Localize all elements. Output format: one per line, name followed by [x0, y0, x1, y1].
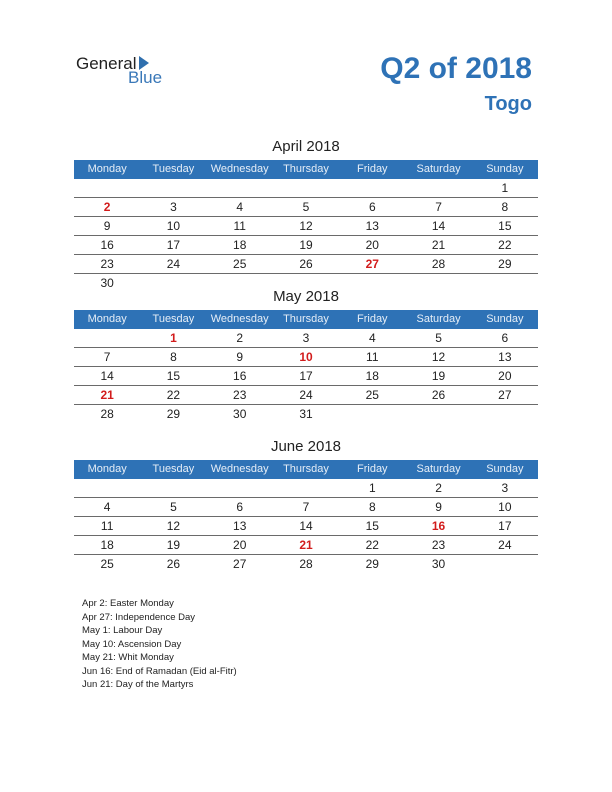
- weekday-label: Tuesday: [152, 313, 195, 325]
- day-cell: 18: [233, 238, 247, 252]
- weekday-label: Thursday: [283, 163, 329, 175]
- empty-day-cell: [472, 555, 538, 573]
- week-row: [74, 217, 538, 236]
- day-cell: 25: [100, 557, 114, 571]
- day-cell: 18: [100, 538, 114, 552]
- day-cell: 22: [166, 388, 181, 402]
- day-cell: 1: [368, 481, 376, 495]
- weekday-label: Sunday: [486, 163, 524, 175]
- day-cell: 10: [166, 219, 181, 233]
- day-cell: 14: [100, 369, 114, 383]
- logo: [76, 54, 176, 90]
- day-cell: 6: [501, 331, 509, 345]
- holiday-item: Apr 2: Easter Monday: [82, 598, 174, 609]
- day-cell: 1: [170, 331, 177, 345]
- day-cell: 27: [365, 257, 379, 271]
- empty-day-cell: [140, 179, 206, 197]
- day-cell: 27: [233, 557, 247, 571]
- week-row: [74, 329, 538, 348]
- day-cell: 21: [100, 388, 114, 402]
- weekday-header: [74, 160, 538, 179]
- day-cell: 5: [170, 500, 177, 514]
- empty-day-cell: [74, 179, 140, 197]
- day-cell: 25: [233, 257, 247, 271]
- day-cell: 11: [366, 350, 379, 364]
- day-cell: 24: [299, 388, 313, 402]
- day-cell: 9: [236, 350, 244, 364]
- week-row: [74, 555, 538, 573]
- day-cell: 16: [100, 238, 114, 252]
- month-title: June 2018: [270, 438, 342, 455]
- day-cell: 1: [501, 181, 509, 195]
- weekday-label: Thursday: [283, 313, 329, 325]
- day-cell: 12: [299, 219, 313, 233]
- day-cell: 11: [233, 219, 246, 233]
- day-cell: 29: [166, 407, 181, 421]
- day-cell: 20: [233, 538, 247, 552]
- day-cell: 22: [365, 538, 379, 552]
- day-cell: 17: [299, 369, 313, 383]
- day-cell: 30: [233, 407, 247, 421]
- day-cell: 11: [100, 519, 114, 533]
- empty-day-cell: [74, 479, 140, 497]
- empty-day-cell: [472, 405, 538, 423]
- empty-day-cell: [273, 179, 339, 197]
- day-cell: 18: [365, 369, 379, 383]
- day-cell: 8: [170, 350, 177, 364]
- day-cell: 29: [498, 257, 512, 271]
- week-row: [74, 179, 538, 198]
- weekday-label: Tuesday: [152, 463, 195, 475]
- weekday-label: Sunday: [486, 463, 524, 475]
- weekday-label: Saturday: [416, 313, 461, 325]
- empty-day-cell: [207, 479, 273, 497]
- weekday-label: Thursday: [283, 463, 329, 475]
- logo-text-blue: Blue: [128, 68, 163, 87]
- day-cell: 26: [431, 388, 446, 402]
- day-cell: 4: [236, 200, 244, 214]
- week-row: [74, 386, 538, 405]
- day-cell: 4: [368, 331, 376, 345]
- weekday-header: [74, 310, 538, 329]
- day-cell: 13: [233, 519, 247, 533]
- month-april: [74, 137, 538, 292]
- day-cell: 19: [431, 369, 446, 383]
- week-row: [74, 498, 538, 517]
- day-cell: 15: [365, 519, 379, 533]
- day-cell: 3: [170, 200, 177, 214]
- day-cell: 28: [100, 407, 114, 421]
- day-cell: 9: [103, 219, 111, 233]
- weekday-label: Monday: [87, 463, 127, 475]
- day-cell: 2: [236, 331, 244, 345]
- day-cell: 23: [233, 388, 247, 402]
- day-cell: 16: [233, 369, 247, 383]
- holiday-item: Apr 27: Independence Day: [82, 611, 196, 623]
- day-cell: 30: [431, 557, 446, 571]
- day-cell: 24: [166, 257, 181, 271]
- country-name: Togo: [484, 93, 532, 115]
- holiday-item: May 21: Whit Monday: [82, 652, 174, 663]
- day-cell: 29: [365, 557, 379, 571]
- day-cell: 4: [103, 500, 111, 514]
- week-row: [74, 348, 538, 367]
- day-cell: 26: [166, 557, 181, 571]
- day-cell: 24: [498, 538, 512, 552]
- day-cell: 28: [299, 557, 313, 571]
- week-row: [74, 255, 538, 274]
- weekday-label: Monday: [87, 313, 127, 325]
- day-cell: 27: [498, 388, 512, 402]
- week-row: [74, 536, 538, 555]
- week-row: [74, 367, 538, 386]
- day-cell: 19: [299, 238, 313, 252]
- day-cell: 15: [166, 369, 181, 383]
- empty-day-cell: [405, 405, 471, 423]
- day-cell: 13: [498, 350, 512, 364]
- day-cell: 7: [103, 350, 111, 364]
- weekday-label: Friday: [357, 463, 388, 475]
- day-cell: 5: [302, 200, 310, 214]
- day-cell: 3: [501, 481, 509, 495]
- week-row: [74, 198, 538, 217]
- day-cell: 2: [103, 200, 111, 214]
- weekday-label: Wednesday: [210, 313, 269, 325]
- holiday-item: Jun 16: End of Ramadan (Eid al-Fitr): [82, 665, 237, 677]
- week-row: [74, 517, 538, 536]
- weekday-label: Wednesday: [210, 463, 269, 475]
- weekday-label: Saturday: [416, 163, 461, 175]
- day-cell: 28: [431, 257, 446, 271]
- logo-text-general: General: [76, 54, 137, 73]
- day-cell: 12: [431, 350, 446, 364]
- day-cell: 22: [498, 238, 512, 252]
- day-cell: 6: [368, 200, 376, 214]
- weekday-label: Saturday: [416, 463, 461, 475]
- day-cell: 17: [166, 238, 181, 252]
- holiday-item: May 1: Labour Day: [82, 625, 163, 636]
- weekday-label: Sunday: [486, 313, 524, 325]
- day-cell: 30: [100, 276, 114, 290]
- holiday-item: Jun 21: Day of the Martyrs: [82, 679, 194, 690]
- day-cell: 17: [498, 519, 512, 533]
- day-cell: 19: [166, 538, 181, 552]
- day-cell: 21: [431, 238, 446, 252]
- empty-day-cell: [207, 179, 273, 197]
- day-cell: 25: [365, 388, 379, 402]
- day-cell: 23: [100, 257, 114, 271]
- weekday-label: Monday: [87, 163, 127, 175]
- empty-day-cell: [74, 329, 140, 347]
- holiday-list: [82, 597, 237, 692]
- day-cell: 20: [365, 238, 379, 252]
- day-cell: 26: [299, 257, 313, 271]
- day-cell: 12: [166, 519, 181, 533]
- week-row: [74, 405, 538, 423]
- day-cell: 13: [365, 219, 379, 233]
- weekday-label: Tuesday: [152, 163, 195, 175]
- day-cell: 14: [299, 519, 313, 533]
- day-cell: 2: [435, 481, 442, 495]
- empty-day-cell: [339, 405, 405, 423]
- weekday-header: [74, 460, 538, 479]
- day-cell: 14: [431, 219, 446, 233]
- empty-day-cell: [405, 179, 471, 197]
- empty-day-cell: [339, 179, 405, 197]
- weekday-label: Friday: [357, 163, 388, 175]
- day-cell: 6: [236, 500, 244, 514]
- day-cell: 3: [302, 331, 310, 345]
- day-cell: 20: [498, 369, 512, 383]
- day-cell: 9: [435, 500, 442, 514]
- day-cell: 10: [299, 350, 313, 364]
- weekday-label: Wednesday: [210, 163, 269, 175]
- month-title: April 2018: [272, 138, 340, 155]
- weekday-label: Friday: [357, 313, 388, 325]
- page-title: Q2 of 2018: [380, 52, 532, 85]
- holiday-item: May 10: Ascension Day: [82, 638, 182, 650]
- month-title: May 2018: [273, 288, 339, 305]
- month-june: [74, 437, 538, 573]
- day-cell: 15: [498, 219, 512, 233]
- month-may: [74, 287, 538, 423]
- day-cell: 21: [299, 538, 313, 552]
- day-cell: 16: [431, 519, 446, 533]
- day-cell: 10: [498, 500, 512, 514]
- day-cell: 23: [431, 538, 446, 552]
- week-row: [74, 479, 538, 498]
- day-cell: 7: [435, 200, 442, 214]
- week-row: [74, 236, 538, 255]
- empty-day-cell: [273, 479, 339, 497]
- empty-day-cell: [140, 479, 206, 497]
- day-cell: 31: [299, 407, 313, 421]
- day-cell: 7: [302, 500, 310, 514]
- day-cell: 8: [368, 500, 376, 514]
- day-cell: 5: [435, 331, 442, 345]
- day-cell: 8: [501, 200, 509, 214]
